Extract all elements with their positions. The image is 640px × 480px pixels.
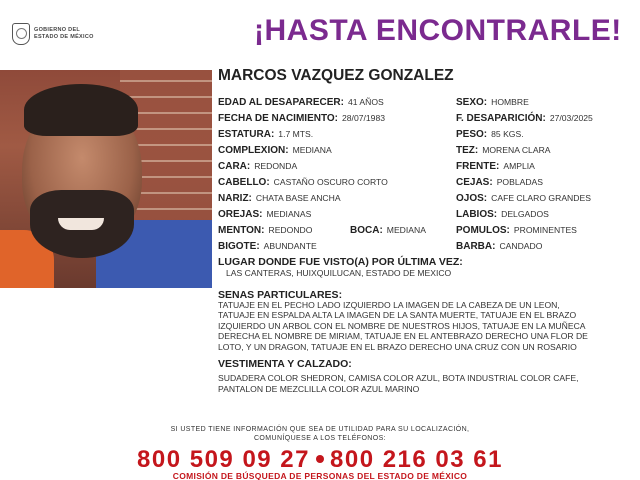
person-name: MARCOS VAZQUEZ GONZALEZ xyxy=(218,67,454,84)
field-bigote: BIGOTE: ABUNDANTE xyxy=(218,241,317,252)
commission-name: COMISIÓN DE BÚSQUEDA DE PERSONAS DEL ESTADO DE MÉXICO xyxy=(172,471,468,480)
field-cejas: CEJAS: POBLADAS xyxy=(456,177,544,188)
marks-line: IZQUIERDO UN ARBOL CON EL NOMBRE DE NUESTROS HIJOS, TATUAJE EN LA MUÑECA xyxy=(218,320,586,331)
field-orejas: OREJAS: MEDIANAS xyxy=(218,209,312,220)
field-complexion: COMPLEXION: MEDIANA xyxy=(218,145,332,156)
last-seen-label: LUGAR DONDE FUE VISTO(A) POR ÚLTIMA VEZ: xyxy=(218,256,463,268)
logo-line-1: GOBIERNO DEL xyxy=(34,27,81,33)
field-pomulos: POMULOS: PROMINENTES xyxy=(456,225,577,236)
field-desaparicion: F. DESAPARICIÓN: 27/03/2025 xyxy=(456,113,593,124)
marks-text xyxy=(218,300,628,354)
clothing-line: SUDADERA COLOR SHEDRON, CAMISA COLOR AZUL, BOTA INDUSTRIAL COLOR CAFE, xyxy=(218,373,579,383)
phone-2: 800 216 03 61 xyxy=(330,446,503,473)
clothing-label: VESTIMENTA Y CALZADO: xyxy=(218,358,352,370)
clothing-line: PANTALON DE MEZCLILLA COLOR AZUL MARINO xyxy=(218,383,420,394)
field-estatura: ESTATURA: 1.7 MTS. xyxy=(218,129,314,140)
marks-line: TATUAJE EN EL PECHO LADO IZQUIERDO LA IMAGEN DE LA CABEZA DE UN LEON, xyxy=(218,300,560,310)
clothing-text xyxy=(218,373,628,394)
phone-1: 800 509 09 27 xyxy=(137,446,310,473)
field-nariz: NARIZ: CHATA BASE ANCHA xyxy=(218,193,341,204)
field-sexo: SEXO: HOMBRE xyxy=(456,97,529,108)
state-seal-icon xyxy=(12,23,30,45)
headline: ¡HASTA ENCONTRARLE! xyxy=(254,14,622,47)
separator-dot-icon xyxy=(316,455,324,463)
logo-line-2: ESTADO DE MÉXICO xyxy=(34,34,94,40)
field-frente: FRENTE: AMPLIA xyxy=(456,161,535,172)
missing-person-photo xyxy=(0,70,212,288)
marks-line: DERECHA EL NOMBRE DE MIRIAM, TATUAJE EN EL ANTEBRAZO DERECHO UNA FLOR DE xyxy=(218,331,588,342)
field-nacimiento: FECHA DE NACIMIENTO: 28/07/1983 xyxy=(218,113,386,124)
government-logo xyxy=(12,22,112,46)
field-edad: EDAD AL DESAPARECER: 41 AÑOS xyxy=(218,97,384,108)
field-boca: BOCA: MEDIANA xyxy=(350,225,426,236)
info-line-1: SI USTED TIENE INFORMACIÓN QUE SEA DE UTILIDAD PARA SU LOCALIZACIÓN, xyxy=(170,426,470,433)
field-tez: TEZ: MORENA CLARA xyxy=(456,145,551,156)
phone-numbers xyxy=(0,446,640,474)
marks-label: SENAS PARTICULARES: xyxy=(218,289,343,301)
field-peso: PESO: 85 KGS. xyxy=(456,129,524,140)
field-barba: BARBA: CANDADO xyxy=(456,241,543,252)
field-cara: CARA: REDONDA xyxy=(218,161,298,172)
info-line-2: COMUNÍQUESE A LOS TELÉFONOS: xyxy=(253,435,387,442)
field-menton: MENTON: REDONDO xyxy=(218,225,313,236)
marks-line: LOTO, Y UN DRAGON, TATUAJE EN EL BRAZO DERECHO UNA CRUZ CON UN ROSARIO xyxy=(218,341,577,352)
last-seen-value: LAS CANTERAS, HUIXQUILUCAN, ESTADO DE MEXICO xyxy=(226,268,452,278)
field-labios: LABIOS: DELGADOS xyxy=(456,209,549,220)
field-cabello: CABELLO: CASTAÑO OSCURO CORTO xyxy=(218,177,388,188)
marks-line: TATUAJE EN ESPALDA ALTA LA IMAGEN DE LA SANTA MUERTE, TATUAJE EN EL BRAZO xyxy=(218,310,577,321)
field-ojos: OJOS: CAFE CLARO GRANDES xyxy=(456,193,591,204)
